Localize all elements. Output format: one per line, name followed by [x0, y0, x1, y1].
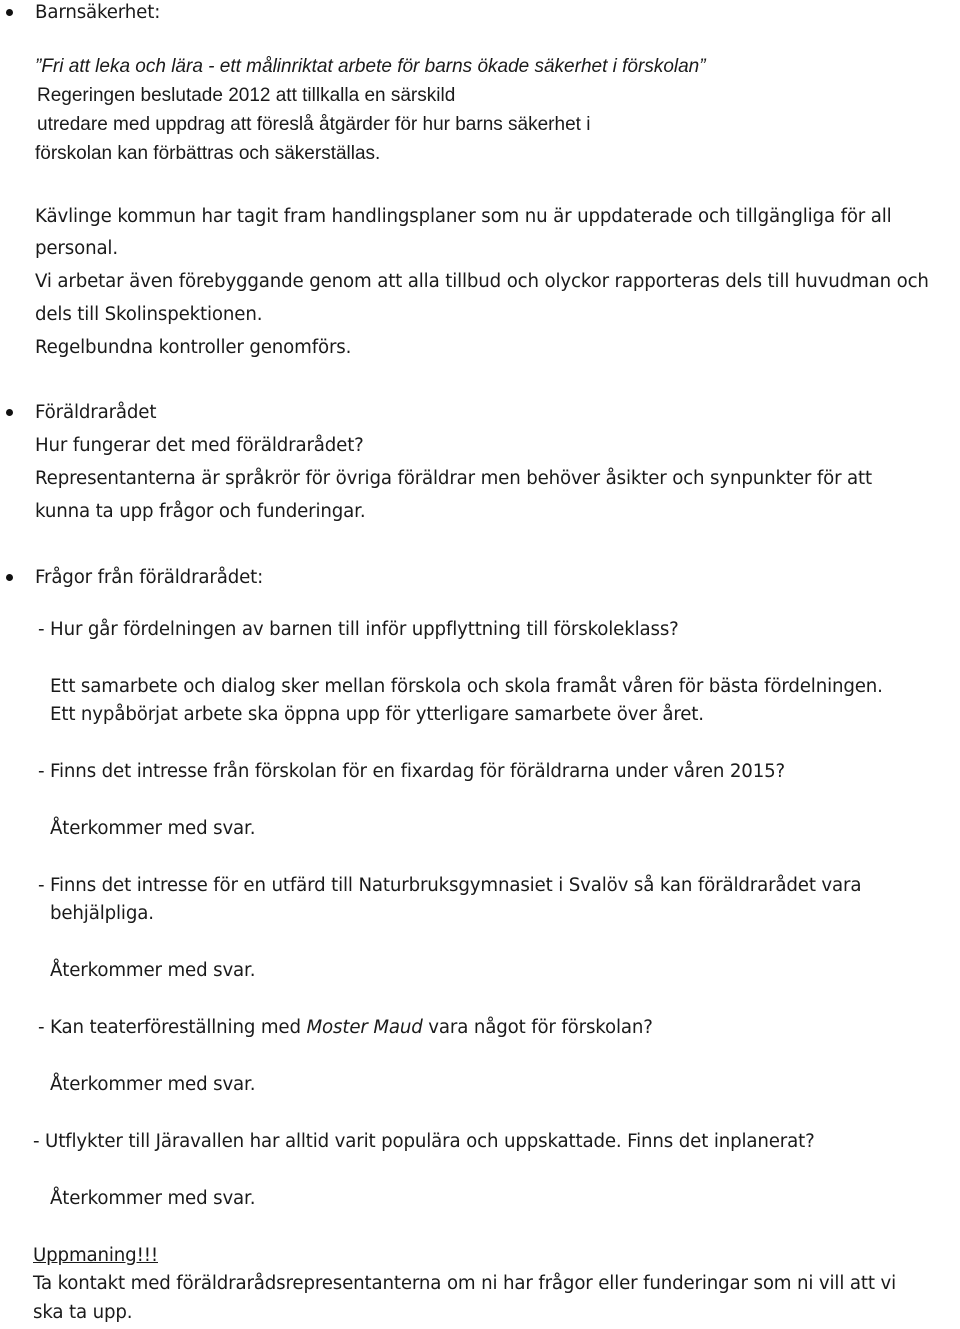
section-heading-parent-council: Föräldrarådet — [35, 402, 157, 423]
answer-1-line: Ett samarbete och dialog sker mellan förskola och skola framåt våren för bästa fördelningen. — [50, 676, 883, 697]
reminder-heading: Uppmaning!!! — [33, 1245, 158, 1266]
question-3-line: - Finns det intresse för en utfärd till Naturbruksgymnasiet i Svalöv så kan föräldrarådet vara — [38, 875, 862, 896]
quote-title: ”Fri att leka och lära - ett målinriktat arbete för barns ökade säkerhet i förskolan” — [35, 56, 706, 77]
answer-4: Återkommer med svar. — [50, 1074, 256, 1095]
question-4-title: Moster Maud — [306, 1017, 423, 1038]
question-4-text: vara något för förskolan? — [422, 1017, 653, 1038]
body-line: Hur fungerar det med föräldrarådet? — [35, 435, 364, 456]
body-line: personal. — [35, 238, 118, 259]
reminder-line: Ta kontakt med föräldrarådsrepresentanterna om ni har frågor eller funderingar som ni vill att vi — [33, 1273, 896, 1294]
question-3-line: behjälpliga. — [50, 903, 154, 924]
intro-line: utredare med uppdrag att föreslå åtgärder för hur barns säkerhet i — [37, 114, 591, 135]
question-4-text: - Kan teaterföreställning med — [38, 1017, 307, 1038]
intro-line: Regeringen beslutade 2012 att tillkalla en särskild — [37, 85, 456, 106]
body-line: dels till Skolinspektionen. — [35, 304, 263, 325]
intro-line: förskolan kan förbättras och säkerställas. — [35, 143, 381, 164]
answer-3: Återkommer med svar. — [50, 960, 256, 981]
answer-1-line: Ett nypåbörjat arbete ska öppna upp för ytterligare samarbete över året. — [50, 704, 704, 725]
body-line: Kävlinge kommun har tagit fram handlingsplaner som nu är uppdaterade och tillgängliga för all — [35, 206, 892, 227]
bullet-questions — [6, 574, 13, 581]
question-5: - Utflykter till Järavallen har alltid varit populära och uppskattade. Finns det inplanerat? — [33, 1131, 815, 1152]
body-line: kunna ta upp frågor och funderingar. — [35, 501, 366, 522]
question-2: - Finns det intresse från förskolan för en fixardag för föräldrarna under våren 2015? — [38, 761, 786, 782]
section-heading-child-safety: Barnsäkerhet: — [35, 2, 161, 23]
question-1: - Hur går fördelningen av barnen till inför uppflyttning till förskoleklass? — [38, 619, 679, 640]
answer-2: Återkommer med svar. — [50, 818, 256, 839]
body-line: Vi arbetar även förebyggande genom att alla tillbud och olyckor rapporteras dels till huvudman och — [35, 271, 929, 292]
bullet-parent-council — [6, 409, 13, 416]
answer-5: Återkommer med svar. — [50, 1188, 256, 1209]
body-line: Representanterna är språkrör för övriga föräldrar men behöver åsikter och synpunkter för att — [35, 468, 873, 489]
section-heading-questions: Frågor från föräldrarådet: — [35, 567, 264, 588]
reminder-line: ska ta upp. — [33, 1302, 133, 1323]
body-line: Regelbundna kontroller genomförs. — [35, 337, 352, 358]
bullet-child-safety — [6, 9, 13, 16]
question-4 — [38, 1019, 653, 1037]
